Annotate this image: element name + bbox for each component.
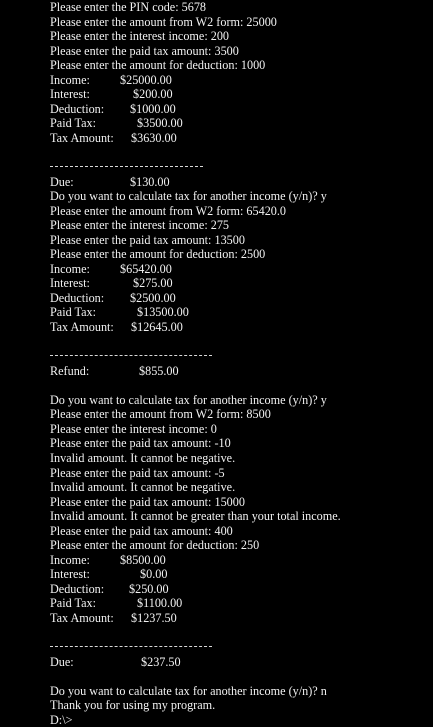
- dashed-rule: [50, 355, 212, 356]
- paid-tax-row: [50, 305, 433, 320]
- blank-line: [50, 145, 433, 160]
- tax-amount-label: Tax Amount:: [50, 610, 114, 625]
- paid-tax-row: [50, 116, 433, 131]
- due-value: $130.00: [130, 174, 170, 189]
- interest-value: $275.00: [133, 276, 173, 291]
- deduction-value: $2500.00: [130, 290, 176, 305]
- blank-line: [50, 335, 433, 350]
- paid-tax-label: Paid Tax:: [50, 116, 96, 131]
- terminal-line: Please enter the amount from W2 form: 8500: [50, 407, 271, 422]
- tax-amount-row: [50, 131, 433, 146]
- terminal-line: Do you want to calculate tax for another income (y/n)? y: [50, 189, 327, 204]
- interest-row: [50, 567, 433, 582]
- interest-value: $200.00: [133, 87, 173, 102]
- tax-amount-row: [50, 611, 433, 626]
- command-prompt[interactable]: D:\>: [50, 712, 73, 727]
- terminal-line: Please enter the interest income: 275: [50, 218, 230, 233]
- error-line: Invalid amount. It cannot be negative.: [50, 480, 236, 495]
- interest-value: $0.00: [140, 567, 168, 582]
- terminal-line: Please enter the amount for deduction: 2500: [50, 247, 266, 262]
- terminal-line: Please enter the paid tax amount: -5: [50, 465, 225, 480]
- deduction-label: Deduction:: [50, 290, 105, 305]
- deduction-value: $250.00: [129, 581, 169, 596]
- tax-amount-value: $12645.00: [131, 320, 183, 335]
- paid-tax-label: Paid Tax:: [50, 596, 96, 611]
- due-label: Due:: [50, 654, 74, 669]
- terminal-line: Please enter the paid tax amount: 13500: [50, 232, 245, 247]
- refund-label: Refund:: [50, 363, 90, 378]
- deduction-value: $1000.00: [130, 101, 176, 116]
- refund-row: [50, 364, 433, 379]
- terminal-line: Please enter the paid tax amount: 3500: [50, 43, 239, 58]
- tax-amount-row: [50, 320, 433, 335]
- income-value: $25000.00: [120, 72, 172, 87]
- terminal-line: Please enter the amount for deduction: 1000: [50, 58, 266, 73]
- deduction-row: [50, 291, 433, 306]
- terminal-line: Do you want to calculate tax for another income (y/n)? n: [50, 683, 327, 698]
- separator: [50, 160, 433, 175]
- terminal-line: Please enter the amount for deduction: 250: [50, 538, 260, 553]
- blank-line: [50, 378, 433, 393]
- terminal-line: Please enter the amount from W2 form: 25000: [50, 14, 277, 29]
- paid-tax-value: $13500.00: [137, 305, 189, 320]
- terminal-line: Thank you for using my program.: [50, 698, 216, 713]
- paid-tax-value: $3500.00: [137, 116, 183, 131]
- interest-label: Interest:: [50, 87, 90, 102]
- tax-amount-value: $1237.50: [131, 610, 177, 625]
- deduction-label: Deduction:: [50, 101, 105, 116]
- dashed-rule: [50, 166, 203, 167]
- deduction-row: [50, 102, 433, 117]
- due-row: [50, 175, 433, 190]
- dashed-rule: [50, 646, 212, 647]
- income-value: $8500.00: [120, 552, 166, 567]
- due-row: [50, 655, 433, 670]
- income-label: Income:: [50, 261, 90, 276]
- due-value: $237.50: [141, 654, 181, 669]
- income-label: Income:: [50, 552, 90, 567]
- tax-amount-value: $3630.00: [131, 130, 177, 145]
- paid-tax-value: $1100.00: [137, 596, 183, 611]
- deduction-label: Deduction:: [50, 581, 105, 596]
- tax-amount-label: Tax Amount:: [50, 320, 114, 335]
- error-line: Invalid amount. It cannot be greater than your total income.: [50, 509, 341, 524]
- paid-tax-label: Paid Tax:: [50, 305, 96, 320]
- error-line: Invalid amount. It cannot be negative.: [50, 450, 236, 465]
- terminal-line: Do you want to calculate tax for another income (y/n)? y: [50, 392, 327, 407]
- income-label: Income:: [50, 72, 90, 87]
- income-value: $65420.00: [120, 261, 172, 276]
- interest-label: Interest:: [50, 276, 90, 291]
- terminal-line: Please enter the paid tax amount: 400: [50, 523, 233, 538]
- tax-amount-label: Tax Amount:: [50, 130, 114, 145]
- deduction-row: [50, 582, 433, 597]
- terminal-line: Please enter the interest income: 200: [50, 29, 230, 44]
- interest-row: [50, 87, 433, 102]
- due-label: Due:: [50, 174, 74, 189]
- blank-line: [50, 626, 433, 641]
- income-row: [50, 553, 433, 568]
- blank-line: [50, 669, 433, 684]
- income-row: [50, 262, 433, 277]
- terminal-line: Please enter the PIN code: 5678: [50, 0, 207, 14]
- terminal-line: Please enter the paid tax amount: 15000: [50, 494, 245, 509]
- separator: [50, 349, 433, 364]
- terminal-line: Please enter the interest income: 0: [50, 421, 217, 436]
- terminal-line: Please enter the amount from W2 form: 65420.0: [50, 203, 287, 218]
- refund-value: $855.00: [139, 363, 179, 378]
- terminal-line: Please enter the paid tax amount: -10: [50, 436, 231, 451]
- separator: [50, 640, 433, 655]
- interest-label: Interest:: [50, 567, 90, 582]
- income-row: [50, 73, 433, 88]
- paid-tax-row: [50, 596, 433, 611]
- interest-row: [50, 276, 433, 291]
